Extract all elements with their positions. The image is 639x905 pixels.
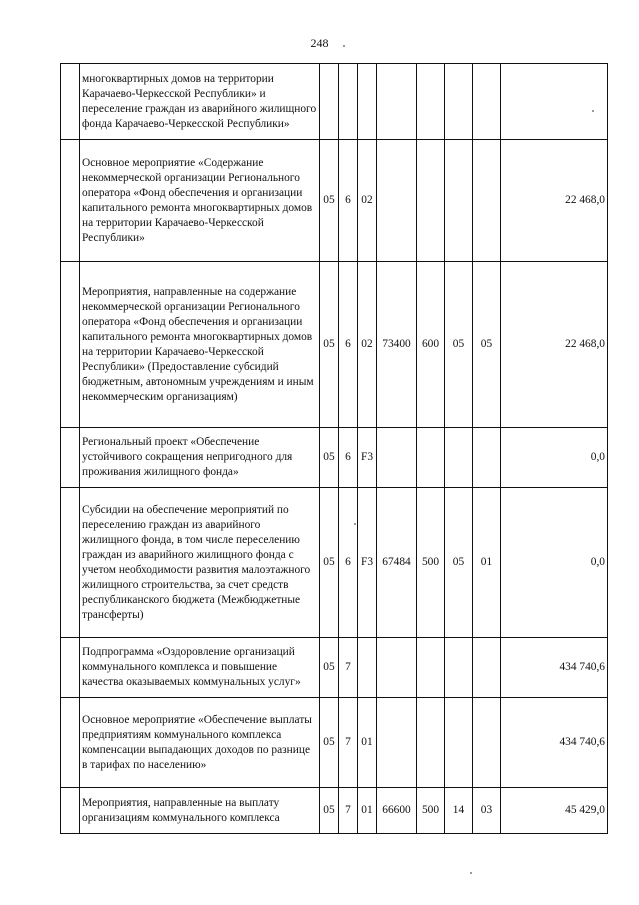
subprogram-code: 6 (339, 428, 358, 488)
row-name: Мероприятия, направленные на выплату организациям коммунального комплекса (80, 788, 320, 834)
row-number-cell (61, 428, 80, 488)
expense-type-code (417, 698, 445, 788)
scan-speck (354, 523, 356, 525)
table-row (61, 262, 608, 428)
amount (501, 64, 608, 140)
program-code: 02 (358, 140, 377, 262)
program-code: F3 (358, 428, 377, 488)
gp-code (320, 64, 339, 140)
expense-type-code: 500 (417, 488, 445, 638)
section-code (445, 638, 473, 698)
section-code (445, 64, 473, 140)
table-row (61, 140, 608, 262)
table-row (61, 698, 608, 788)
row-number-cell (61, 64, 80, 140)
subsection-code (473, 428, 501, 488)
gp-code: 05 (320, 428, 339, 488)
direction-code (377, 698, 417, 788)
program-code: 02 (358, 262, 377, 428)
row-number-cell (61, 262, 80, 428)
row-number-cell (61, 638, 80, 698)
budget-table (60, 63, 608, 834)
gp-code: 05 (320, 488, 339, 638)
row-number-cell (61, 488, 80, 638)
amount: 22 468,0 (501, 140, 608, 262)
expense-type-code (417, 428, 445, 488)
subsection-code (473, 64, 501, 140)
section-code: 14 (445, 788, 473, 834)
row-name: Региональный проект «Обеспечение устойчивого сокращения непригодного для проживания жилищного фонда» (80, 428, 320, 488)
section-code (445, 428, 473, 488)
table-row (61, 428, 608, 488)
gp-code: 05 (320, 638, 339, 698)
subsection-code (473, 140, 501, 262)
page-number: 248 (310, 36, 329, 50)
direction-code (377, 140, 417, 262)
expense-type-code (417, 638, 445, 698)
program-code (358, 64, 377, 140)
gp-code: 05 (320, 788, 339, 834)
direction-code: 67484 (377, 488, 417, 638)
gp-code: 05 (320, 698, 339, 788)
subsection-code: 01 (473, 488, 501, 638)
amount: 45 429,0 (501, 788, 608, 834)
program-code: 01 (358, 788, 377, 834)
row-name: Основное мероприятие «Содержание некоммерческой организации Регионального оператора «Фонд обеспечения и организации капитального ремонта многоквартирных домов на территории Карачаево-Черкесской Республики» (80, 140, 320, 262)
subprogram-code (339, 64, 358, 140)
program-code: 01 (358, 698, 377, 788)
gp-code: 05 (320, 262, 339, 428)
direction-code (377, 638, 417, 698)
subprogram-code: 6 (339, 140, 358, 262)
subprogram-code: 7 (339, 638, 358, 698)
amount: 22 468,0 (501, 262, 608, 428)
subprogram-code: 6 (339, 488, 358, 638)
gp-code: 05 (320, 140, 339, 262)
expense-type-code (417, 140, 445, 262)
amount: 0,0 (501, 488, 608, 638)
subprogram-code: 6 (339, 262, 358, 428)
program-code: F3 (358, 488, 377, 638)
expense-type-code: 500 (417, 788, 445, 834)
expense-type-code (417, 64, 445, 140)
subsection-code: 03 (473, 788, 501, 834)
row-name: Субсидии на обеспечение мероприятий по переселению граждан из аварийного жилищного фонда, в том числе переселению граждан из аварийного жилищного фонда с учетом необходимости развития малоэтажного жилищного строительства, за счет средств республиканского бюджета (Межбюджетные трансферты) (80, 488, 320, 638)
direction-code (377, 64, 417, 140)
row-number-cell (61, 698, 80, 788)
scan-speck (592, 110, 594, 112)
row-name: Подпрограмма «Оздоровление организаций коммунального комплекса и повышение качества оказываемых коммунальных услуг» (80, 638, 320, 698)
subsection-code (473, 698, 501, 788)
section-code (445, 698, 473, 788)
row-name: Основное мероприятие «Обеспечение выплаты предприятиям коммунального комплекса компенсации выпадающих доходов по разнице в тарифах по населению» (80, 698, 320, 788)
row-name: Мероприятия, направленные на содержание некоммерческой организации Регионального оператора «Фонд обеспечения и организации капитального ремонта многоквартирных домов на территории Карачаево-Черкесской Республики» (Предоставление субсидий бюджетным, автономным учреждениям и иным некоммерческим организациям) (80, 262, 320, 428)
amount: 434 740,6 (501, 638, 608, 698)
amount: 0,0 (501, 428, 608, 488)
direction-code: 66600 (377, 788, 417, 834)
section-code (445, 140, 473, 262)
row-name: многоквартирных домов на территории Карачаево-Черкесской Республики» и переселение граждан из аварийного жилищного фонда Карачаево-Черкесской Республики» (80, 64, 320, 140)
row-number-cell (61, 788, 80, 834)
subsection-code: 05 (473, 262, 501, 428)
scan-speck (343, 45, 345, 47)
subprogram-code: 7 (339, 788, 358, 834)
expense-type-code: 600 (417, 262, 445, 428)
table-row (61, 638, 608, 698)
row-number-cell (61, 140, 80, 262)
table-row (61, 788, 608, 834)
section-code: 05 (445, 488, 473, 638)
section-code: 05 (445, 262, 473, 428)
scan-speck (470, 872, 472, 874)
amount: 434 740,6 (501, 698, 608, 788)
program-code (358, 638, 377, 698)
subprogram-code: 7 (339, 698, 358, 788)
table-row (61, 64, 608, 140)
direction-code: 73400 (377, 262, 417, 428)
subsection-code (473, 638, 501, 698)
table-row (61, 488, 608, 638)
direction-code (377, 428, 417, 488)
